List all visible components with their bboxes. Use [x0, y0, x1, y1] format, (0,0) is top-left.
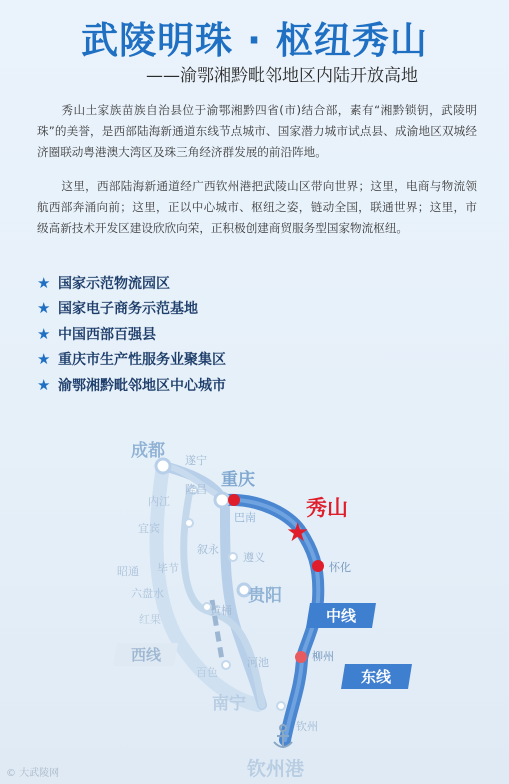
city-label-qinzhougang: 钦州港	[247, 758, 305, 780]
honor-list	[37, 270, 226, 398]
middle-line-banner	[306, 603, 376, 628]
city-label-guiyang: 贵阳	[248, 586, 282, 606]
city-label-xiushan: 秀山	[306, 496, 348, 520]
city-label-nanning: 南宁	[212, 694, 246, 714]
star-icon: ★	[37, 350, 51, 369]
page-subtitle: ——渝鄂湘黔毗邻地区内陆开放高地	[146, 66, 418, 86]
honor-label: 重庆市生产性服务业聚集区	[58, 352, 226, 369]
baise-node	[222, 661, 230, 669]
honor-label: 渝鄂湘黔毗邻地区中心城市	[58, 377, 226, 394]
city-label-honguo: 红果	[139, 613, 161, 626]
honor-label: 中国西部百强县	[58, 326, 156, 343]
chongqing-node	[215, 493, 229, 507]
west-line-banner	[113, 643, 178, 666]
route-map	[0, 420, 509, 784]
honor-item	[37, 321, 226, 347]
city-label-suining: 遂宁	[185, 454, 207, 467]
city-label-yibin: 宜宾	[138, 522, 160, 535]
intro-paragraph-2: 这里，西部陆海新通道经广西钦州港把武陵山区带向世界；这里，电商与物流领航西部奔涌向前；这里，正以中心城市、枢纽之姿，链动全国，联通世界；这里，市级高新技术开发区建设欣欣向荣，正积极创建商贸服务型国家物流枢纽。	[37, 179, 477, 235]
city-label-huaihua: 怀化	[329, 561, 351, 574]
honor-item	[37, 270, 226, 296]
honor-item	[37, 296, 226, 322]
city-label-chengdu: 成都	[131, 441, 165, 461]
liuzhou-node	[295, 651, 307, 663]
honor-label: 国家示范物流园区	[58, 275, 170, 292]
city-label-bijie: 毕节	[157, 562, 179, 575]
city-label-longchang: 隆昌	[185, 483, 207, 496]
city-label-neijiang: 内江	[148, 495, 170, 508]
city-label-baise: 百色	[196, 666, 218, 679]
east-line-banner	[341, 664, 412, 689]
chengdu-node	[156, 459, 170, 473]
middle-line-label: 中线	[325, 607, 357, 625]
star-icon: ★	[37, 273, 51, 292]
star-icon: ★	[37, 375, 51, 394]
intro-paragraph-1: 秀山土家族苗族自治县位于渝鄂湘黔四省(市)结合部，素有“湘黔锁钥，武陵明珠”的美誉，是西部陆海新通道东线节点城市、国家潜力城市试点县、成渝地区双城经济圈联动粤港澳大湾区及珠三角经济群发展的前沿阵地。	[37, 103, 477, 159]
west-line-label: 西线	[130, 646, 162, 664]
city-label-zhaotong: 昭通	[117, 565, 139, 578]
city-label-zunyi: 遵义	[243, 551, 265, 564]
watermark: © 大武陵网	[6, 768, 60, 779]
city-label-banan: 巴南	[234, 511, 256, 524]
honor-item	[37, 347, 226, 373]
star-icon: ★	[37, 324, 51, 343]
city-label-liupanshui: 六盘水	[131, 587, 164, 600]
city-label-hechi: 河池	[247, 656, 269, 669]
yibin-node	[185, 519, 193, 527]
star-icon: ★	[37, 299, 51, 318]
honor-label: 国家电子商务示范基地	[58, 301, 198, 318]
huaihua-node	[312, 560, 324, 572]
city-label-liuzhou: 柳州	[312, 650, 334, 663]
xiushan-star-icon: ★	[286, 518, 310, 548]
page-title: 武陵明珠 · 枢纽秀山	[81, 19, 428, 62]
honor-item	[37, 372, 226, 398]
zunyi-node	[229, 553, 237, 561]
banan-node	[228, 494, 240, 506]
qinzhou-node	[277, 702, 285, 710]
city-label-xuyong: 叙永	[197, 543, 219, 556]
city-label-huangtong: 黄桶	[210, 604, 232, 617]
east-line-label: 东线	[360, 668, 392, 686]
city-label-qinzhou: 钦州	[296, 720, 318, 733]
city-label-chongqing: 重庆	[221, 470, 255, 490]
